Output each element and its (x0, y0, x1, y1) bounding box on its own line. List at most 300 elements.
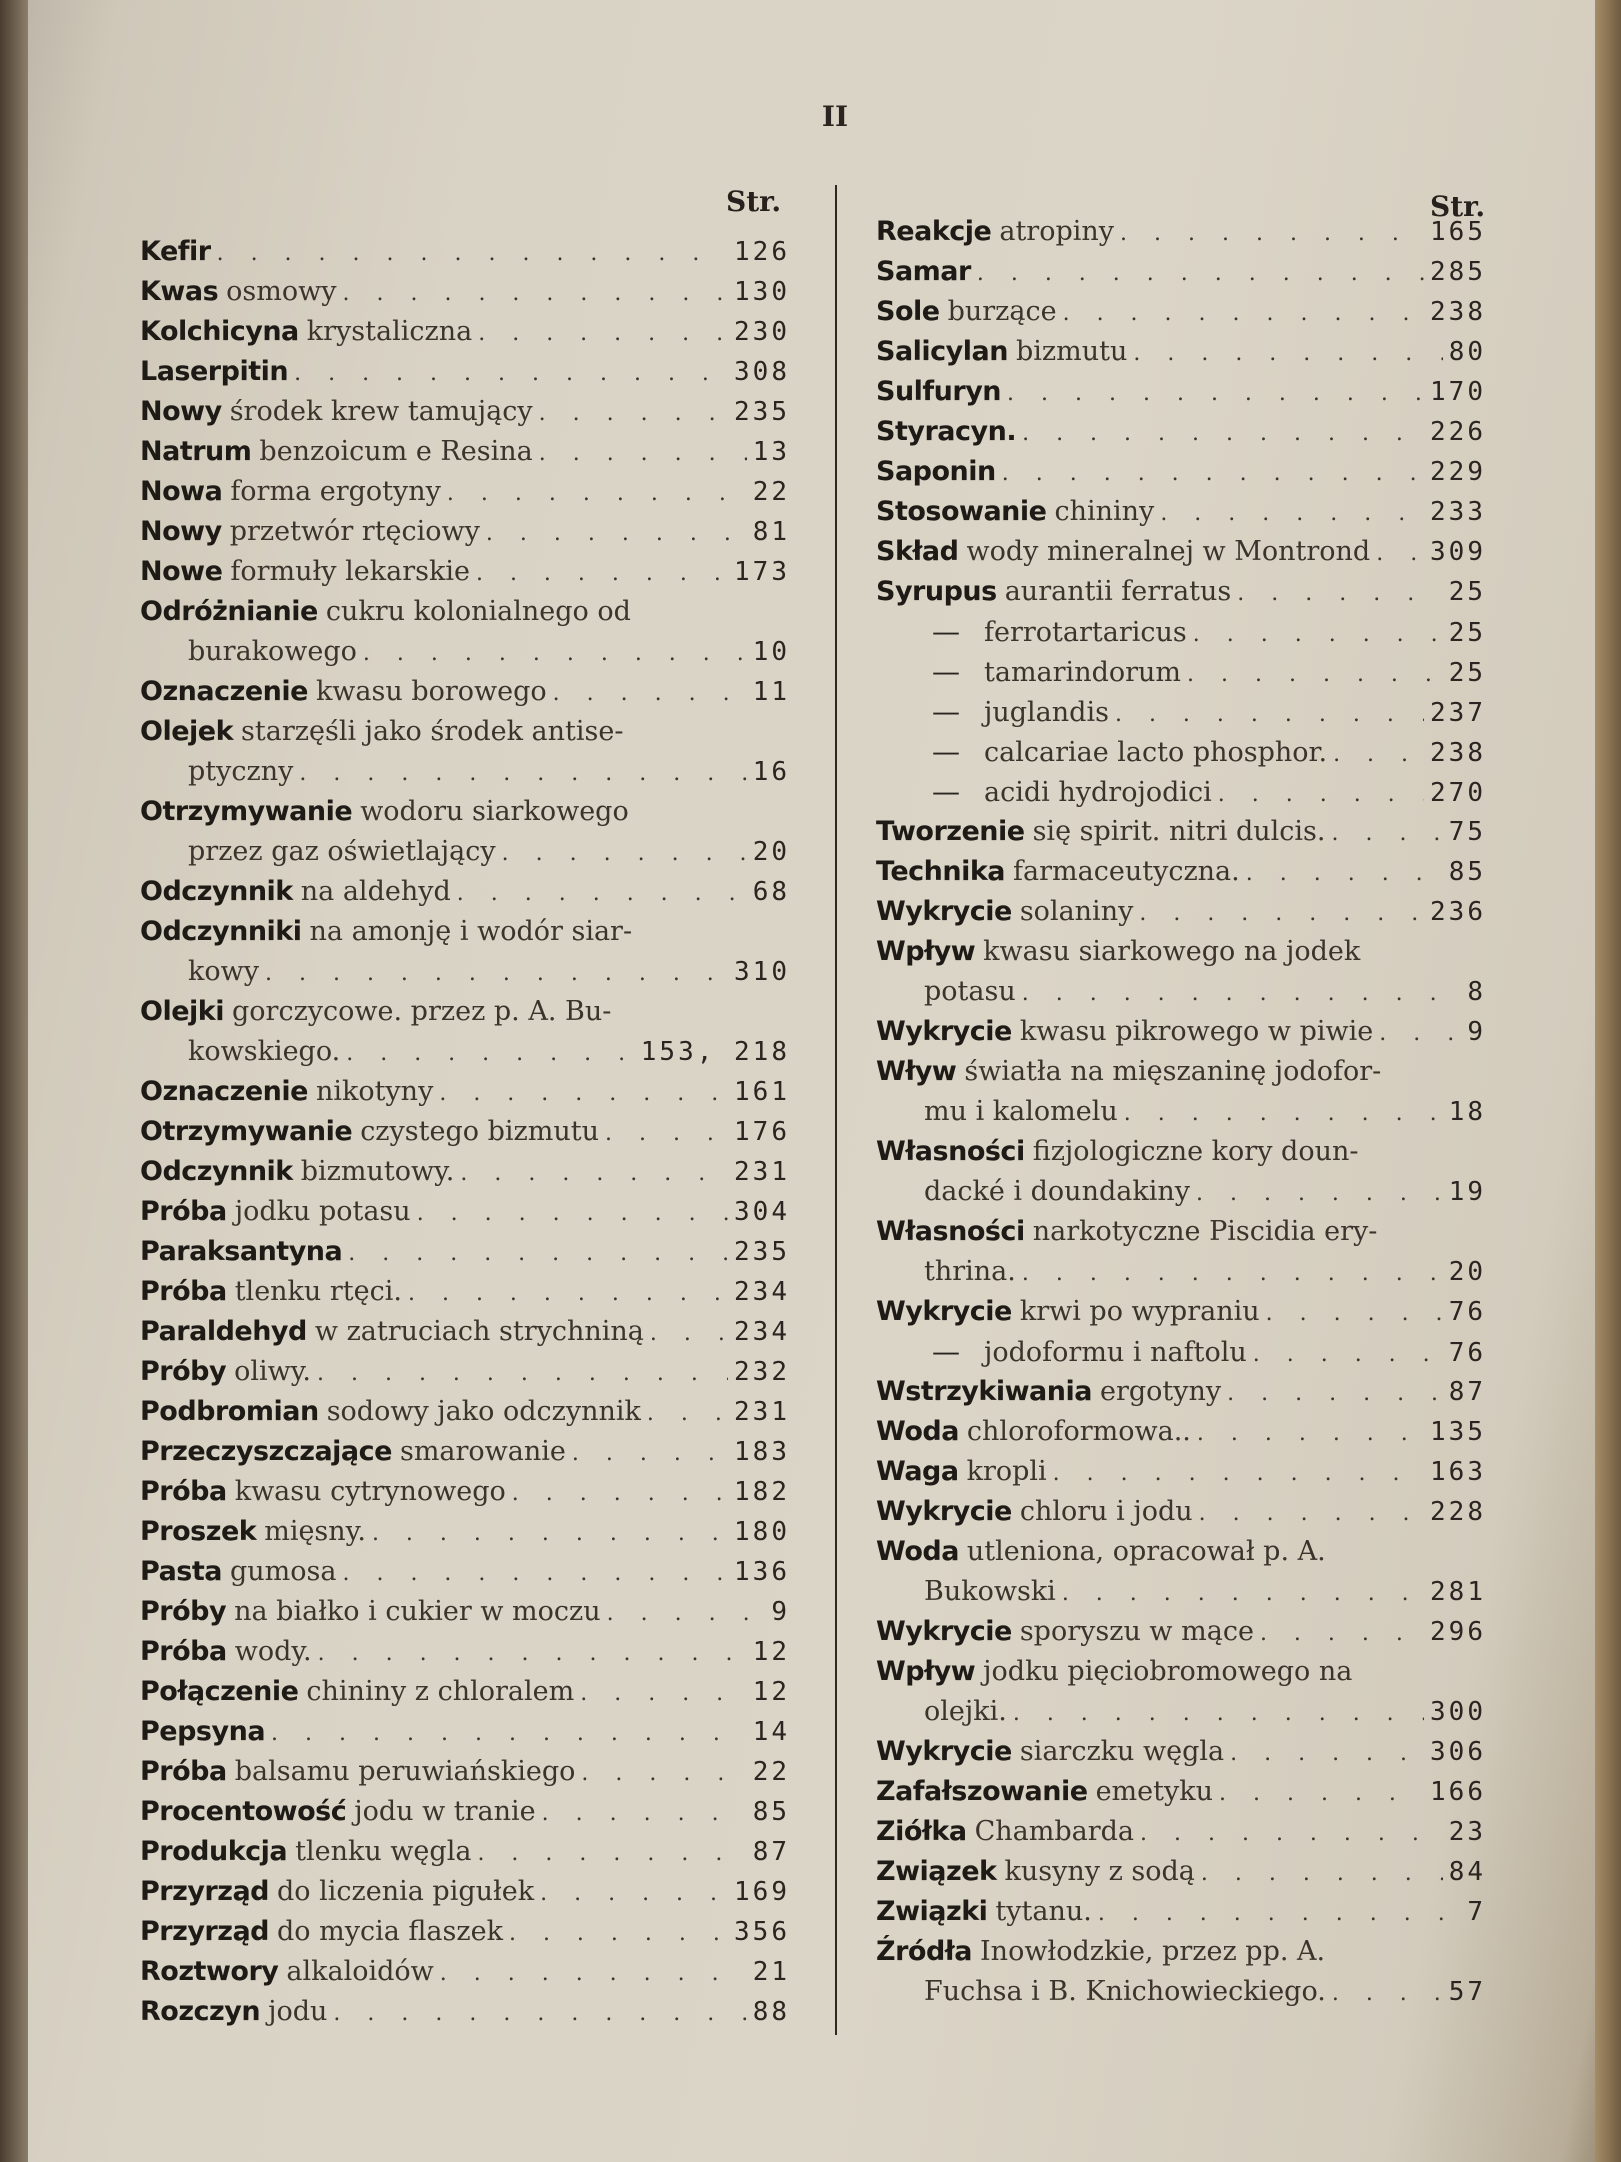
entry-description: emetyku (1095, 1776, 1213, 1807)
entry-description: chininy z chloralem (306, 1676, 575, 1707)
index-entry (876, 932, 1486, 972)
leader-dots (1140, 1814, 1443, 1854)
page-ref: 81 (752, 517, 790, 547)
page-ref: 183 (734, 1437, 790, 1467)
entry-term: Zafałszowanie (876, 1776, 1088, 1807)
entry-description: do liczenia pigułek (277, 1876, 535, 1907)
index-entry (140, 1072, 790, 1112)
entry-description: wodoru siarkowego (360, 796, 629, 827)
entry-term: Tworzenie (876, 816, 1025, 847)
index-entry (140, 272, 790, 312)
entry-term: Woda (876, 1536, 959, 1567)
leader-dots (502, 834, 747, 874)
page-ref: 21 (752, 1957, 790, 1987)
leader-dots (1098, 1894, 1462, 1934)
page-ref: 234 (734, 1277, 790, 1307)
leader-dots (1007, 374, 1424, 414)
page-edge (1595, 0, 1621, 2162)
leader-dots (1115, 695, 1424, 735)
index-entry (876, 1012, 1486, 1052)
index-entry (876, 1532, 1486, 1572)
index-entry (876, 492, 1486, 532)
index-entry (140, 1112, 790, 1152)
index-entry (876, 972, 1486, 1012)
index-entry (876, 852, 1486, 892)
index-entry (876, 812, 1486, 852)
page-ref: 226 (1430, 417, 1486, 447)
page-ref: 309 (1430, 537, 1486, 567)
leader-dots (1053, 1454, 1424, 1494)
entry-term: Odczynnik (140, 1156, 293, 1187)
entry-description: jodu (268, 1996, 328, 2027)
index-entry (140, 1672, 790, 1712)
leader-dots (363, 634, 747, 674)
entry-term: Otrzymywanie (140, 796, 353, 827)
page-ref: 308 (734, 357, 790, 387)
leader-dots (1237, 574, 1442, 614)
page-ref: 231 (734, 1157, 790, 1187)
index-entry (876, 1612, 1486, 1652)
index-entry (140, 1232, 790, 1272)
page-ref: 229 (1430, 457, 1486, 487)
leader-dots (1063, 294, 1424, 334)
page-ref: 76 (1448, 1338, 1486, 1368)
entry-description: jodku potasu (234, 1196, 411, 1227)
entry-term: Własności (876, 1216, 1025, 1247)
entry-term: Nowy (140, 396, 222, 427)
entry-term: Wływ (876, 1056, 957, 1087)
entry-term: Próba (140, 1476, 227, 1507)
entry-continuation: potasu (924, 976, 1016, 1007)
leader-dots (317, 1354, 728, 1394)
page-ref: 166 (1430, 1777, 1486, 1807)
entry-description: chloroformowa.. (966, 1416, 1191, 1447)
leader-dots (1133, 334, 1442, 374)
leader-dots (486, 514, 747, 554)
page-ref: 22 (752, 1757, 790, 1787)
index-entry (140, 1552, 790, 1592)
page-ref: 25 (1448, 658, 1486, 688)
leader-dots (1013, 1694, 1424, 1734)
page-ref: 285 (1430, 257, 1486, 287)
page-ref: 296 (1430, 1617, 1486, 1647)
entry-term: Kwas (140, 276, 219, 307)
leader-dots (553, 674, 747, 714)
index-entry (140, 1392, 790, 1432)
index-entry (140, 1592, 790, 1632)
ditto-dash: — (932, 775, 960, 808)
entry-description: Inowłodzkie, przez pp. A. (980, 1936, 1326, 1967)
page-ref: 153, 218 (640, 1037, 790, 1067)
entry-continuation: kowy (188, 956, 259, 987)
leader-dots (977, 254, 1424, 294)
leader-dots (1139, 894, 1424, 934)
page-ref: 236 (1430, 897, 1486, 927)
entry-continuation: Bukowski (924, 1576, 1056, 1607)
index-entry (140, 1192, 790, 1232)
leader-dots (1332, 1974, 1443, 2014)
entry-description: sporyszu w mące (1019, 1616, 1254, 1647)
index-entry (876, 1772, 1486, 1812)
entry-description: ergotyny (1099, 1376, 1222, 1407)
index-entry (876, 1052, 1486, 1092)
entry-description: kropli (966, 1456, 1047, 1487)
index-entry (876, 1252, 1486, 1292)
leader-dots (299, 754, 746, 794)
page-ref: 9 (1467, 1017, 1486, 1047)
index-entry (876, 1932, 1486, 1972)
leader-dots (605, 1114, 728, 1154)
index-entry (876, 892, 1486, 932)
index-entry (876, 1332, 1486, 1372)
leader-dots (1227, 1374, 1443, 1414)
entry-term: Oznaczenie (140, 1076, 308, 1107)
index-entry (140, 1792, 790, 1832)
page-ref: 20 (1448, 1257, 1486, 1287)
page-ref: 136 (734, 1557, 790, 1587)
leader-dots (476, 554, 728, 594)
index-entry (876, 292, 1486, 332)
right-col-header: Str. (1430, 190, 1486, 223)
entry-term: Kolchicyna (140, 316, 299, 347)
index-entry (876, 732, 1486, 772)
entry-description: starzęśli jako środek antise- (241, 716, 624, 747)
entry-term: Nowy (140, 516, 222, 547)
entry-term: Próba (140, 1276, 227, 1307)
page-ref: 87 (1448, 1377, 1486, 1407)
page-ref: 238 (1430, 738, 1486, 768)
page-ref: 13 (752, 437, 790, 467)
entry-term: Wykrycie (876, 1296, 1012, 1327)
leader-dots (512, 1474, 728, 1514)
entry-description: atropiny (999, 216, 1115, 247)
leader-dots (1218, 775, 1424, 815)
entry-term: Źródła (876, 1936, 973, 1967)
page-ref: 16 (752, 757, 790, 787)
leader-dots (1331, 814, 1442, 854)
page-ref: 306 (1430, 1737, 1486, 1767)
entry-description: się spirit. nitri dulcis. (1032, 816, 1326, 847)
page-ref: 281 (1430, 1577, 1486, 1607)
entry-term: Wpływ (876, 936, 976, 967)
leader-dots (1022, 414, 1424, 454)
page-ref: 135 (1430, 1417, 1486, 1447)
leader-dots (1199, 1494, 1424, 1534)
index-entry (140, 832, 790, 872)
entry-description: na aldehyd (300, 876, 451, 907)
leader-dots (1193, 615, 1443, 655)
entry-continuation: przez gaz oświetlający (188, 836, 496, 867)
leader-dots (460, 1154, 728, 1194)
index-entry (876, 1212, 1486, 1252)
entry-term: Waga (876, 1456, 959, 1487)
ditto-dash: — (932, 1335, 960, 1368)
entry-term: Syrupus (876, 576, 997, 607)
entry-term: Wykrycie (876, 896, 1012, 927)
index-entry (876, 1972, 1486, 2012)
page-ref: 228 (1430, 1497, 1486, 1527)
entry-term: Oznaczenie (140, 676, 308, 707)
index-entry (876, 652, 1486, 692)
index-entry (876, 1172, 1486, 1212)
entry-description: gorczycowe. przez p. A. Bu- (232, 996, 612, 1027)
index-entry (876, 1892, 1486, 1932)
entry-term: Styracyn. (876, 416, 1017, 447)
leader-dots (1219, 1774, 1424, 1814)
leader-dots (1062, 1574, 1424, 1614)
leader-dots (580, 1674, 746, 1714)
index-entry (140, 912, 790, 952)
index-entry (876, 1572, 1486, 1612)
page-ref: 11 (752, 677, 790, 707)
entry-term: Nowa (140, 476, 223, 507)
page-ref: 88 (752, 1997, 790, 2027)
entry-description: ferrotartaricus (984, 617, 1187, 648)
book-spine (0, 0, 28, 2162)
leader-dots (271, 1714, 747, 1754)
entry-continuation: mu i kalomelu (924, 1096, 1118, 1127)
entry-term: Odróżnianie (140, 596, 318, 627)
ditto-dash: — (932, 615, 960, 648)
entry-term: Próby (140, 1356, 227, 1387)
entry-description: na białko i cukier w moczu (234, 1596, 601, 1627)
index-entry (876, 372, 1486, 412)
entry-description: tlenku węgla (295, 1836, 472, 1867)
entry-description: przetwór rtęciowy (229, 516, 480, 547)
entry-description: kwasu cytrynowego (234, 1476, 506, 1507)
index-entry (140, 1512, 790, 1552)
entry-term: Ziółka (876, 1816, 967, 1847)
index-entry (140, 512, 790, 552)
index-entry (140, 1872, 790, 1912)
entry-continuation: ptyczny (188, 756, 294, 787)
entry-description: tlenku rtęci. (234, 1276, 402, 1307)
entry-continuation: thrina. (924, 1256, 1016, 1287)
index-entry (140, 1952, 790, 1992)
entry-term: Połączenie (140, 1676, 299, 1707)
entry-term: Olejki (140, 996, 224, 1027)
entry-description: mięsny. (264, 1516, 366, 1547)
page-ref: 235 (734, 1237, 790, 1267)
page-ref: 57 (1448, 1977, 1486, 2007)
entry-description: kwasu pikrowego w piwie (1019, 1016, 1374, 1047)
index-entry (140, 472, 790, 512)
leader-dots (1201, 1854, 1443, 1894)
page-ref: 7 (1467, 1897, 1486, 1927)
page-ref: 75 (1448, 817, 1486, 847)
entry-term: Nowe (140, 556, 223, 587)
entry-term: Wykrycie (876, 1616, 1012, 1647)
page-ref: 25 (1448, 618, 1486, 648)
index-entry (140, 872, 790, 912)
entry-term: Podbromian (140, 1396, 319, 1427)
index-entry (140, 792, 790, 832)
page-ref: 12 (752, 1637, 790, 1667)
index-entry (876, 572, 1486, 612)
page-ref: 173 (734, 557, 790, 587)
entry-description: sodowy jako odczynnik (326, 1396, 641, 1427)
ditto-dash: — (932, 655, 960, 688)
page-ref: 356 (734, 1917, 790, 1947)
index-entry (876, 772, 1486, 812)
ditto-dash: — (932, 695, 960, 728)
entry-description: bizmutu (1015, 336, 1128, 367)
entry-term: Przyrząd (140, 1876, 269, 1907)
entry-term: Saponin (876, 456, 996, 487)
entry-description: utleniona, opracował p. A. (966, 1536, 1326, 1567)
page-ref: 234 (734, 1317, 790, 1347)
index-entry (140, 1432, 790, 1472)
index-entry (140, 632, 790, 672)
leader-dots (650, 1314, 728, 1354)
page-ref: 232 (734, 1357, 790, 1387)
entry-description: kwasu siarkowego na jodek (983, 936, 1361, 967)
entry-description: chloru i jodu (1019, 1496, 1193, 1527)
index-entry (140, 1712, 790, 1752)
leader-dots (372, 1514, 728, 1554)
page-ref: 180 (734, 1517, 790, 1547)
entry-description: krystaliczna (306, 316, 473, 347)
page-ref: 130 (734, 277, 790, 307)
entry-description: narkotyczne Piscidia ery- (1032, 1216, 1378, 1247)
ditto-dash: — (932, 735, 960, 768)
page-ref: 237 (1430, 698, 1486, 728)
leader-dots (1333, 735, 1424, 775)
index-entry (140, 352, 790, 392)
entry-description: smarowanie (399, 1436, 566, 1467)
page-ref: 19 (1448, 1177, 1486, 1207)
leader-dots (1187, 655, 1443, 695)
entry-term: Olejek (140, 716, 234, 747)
index-entry (140, 1352, 790, 1392)
index-entry (140, 712, 790, 752)
leader-dots (439, 1074, 728, 1114)
leader-dots (265, 954, 728, 994)
leader-dots (540, 1874, 728, 1914)
entry-description: chininy (1054, 496, 1155, 527)
leader-dots (509, 1914, 728, 1954)
page-ref: 68 (752, 877, 790, 907)
page-ref: 235 (734, 397, 790, 427)
page-ref: 87 (752, 1837, 790, 1867)
index-entry (140, 592, 790, 632)
entry-term: Próba (140, 1756, 227, 1787)
index-entry (140, 232, 790, 272)
index-entry (876, 452, 1486, 492)
index-entry (876, 1852, 1486, 1892)
page-ref: 304 (734, 1197, 790, 1227)
leader-dots (542, 1794, 747, 1834)
entry-term: Odczynnik (140, 876, 293, 907)
entry-term: Sulfuryn (876, 376, 1002, 407)
leader-dots (1022, 1254, 1443, 1294)
index-entry (876, 1292, 1486, 1332)
entry-term: Wykrycie (876, 1496, 1012, 1527)
entry-term: Paraldehyd (140, 1316, 307, 1347)
index-entry (876, 1812, 1486, 1852)
leader-dots (1197, 1414, 1424, 1454)
leader-dots (539, 434, 747, 474)
entry-term: Próba (140, 1196, 227, 1227)
index-entry (140, 952, 790, 992)
index-entry (140, 312, 790, 352)
entry-term: Rozczyn (140, 1996, 261, 2027)
leader-dots (343, 274, 729, 314)
entry-term: Próba (140, 1636, 227, 1667)
entry-term: Sole (876, 296, 940, 327)
index-entry (140, 1312, 790, 1352)
entry-term: Stosowanie (876, 496, 1047, 527)
leader-dots (348, 1234, 728, 1274)
entry-description: osmowy (226, 276, 337, 307)
entry-description: acidi hydrojodici (984, 777, 1212, 808)
page-ref: 85 (1448, 857, 1486, 887)
index-entry (876, 1692, 1486, 1732)
entry-description: farmaceutyczna. (1013, 856, 1240, 887)
entry-term: Wstrzykiwania (876, 1376, 1092, 1407)
column-divider (835, 185, 837, 2035)
entry-description: nikotyny (315, 1076, 434, 1107)
entry-description: środek krew tamujący (229, 396, 533, 427)
entry-term: Otrzymywanie (140, 1116, 353, 1147)
index-entry (876, 212, 1486, 252)
index-entry (140, 1992, 790, 2032)
index-entry (140, 1632, 790, 1672)
index-entry (876, 1092, 1486, 1132)
page-ref: 23 (1448, 1817, 1486, 1847)
entry-term: Pepsyna (140, 1716, 266, 1747)
index-entry (140, 432, 790, 472)
entry-term: Roztwory (140, 1956, 279, 1987)
leader-dots (1376, 534, 1424, 574)
page-ref: 25 (1448, 577, 1486, 607)
index-entry (876, 1652, 1486, 1692)
leader-dots (1379, 1014, 1461, 1054)
page-ref: 8 (1467, 977, 1486, 1007)
page-ref: 22 (752, 477, 790, 507)
page-ref: 80 (1448, 337, 1486, 367)
entry-description: jodku pięciobromowego na (983, 1656, 1353, 1687)
leader-dots (477, 1834, 746, 1874)
leader-dots (1022, 974, 1462, 1014)
entry-term: Laserpitin (140, 356, 289, 387)
leader-dots (294, 354, 728, 394)
entry-description: tytanu. (995, 1896, 1092, 1927)
entry-description: bizmutowy. (300, 1156, 455, 1187)
page-ref: 76 (1448, 1297, 1486, 1327)
index-entry (140, 1272, 790, 1312)
leader-dots (1253, 1335, 1443, 1375)
index-entry (876, 1132, 1486, 1172)
index-entry (140, 672, 790, 712)
entry-term: Odczynniki (140, 916, 302, 947)
index-entry (876, 1492, 1486, 1532)
page-ref: 231 (734, 1397, 790, 1427)
leader-dots (1196, 1174, 1443, 1214)
entry-description: jodu w tranie (354, 1796, 536, 1827)
leader-dots (1002, 454, 1424, 494)
leader-dots (1260, 1614, 1424, 1654)
entry-description: cukru kolonialnego od (325, 596, 631, 627)
left-col-header: Str. (726, 185, 782, 218)
page-ref: 182 (734, 1477, 790, 1507)
entry-term: Kefir (140, 236, 211, 267)
entry-description: Chambarda (974, 1816, 1134, 1847)
entry-description: alkaloidów (286, 1956, 434, 1987)
leader-dots (447, 474, 747, 514)
leader-dots (478, 314, 728, 354)
entry-term: Wykrycie (876, 1736, 1012, 1767)
